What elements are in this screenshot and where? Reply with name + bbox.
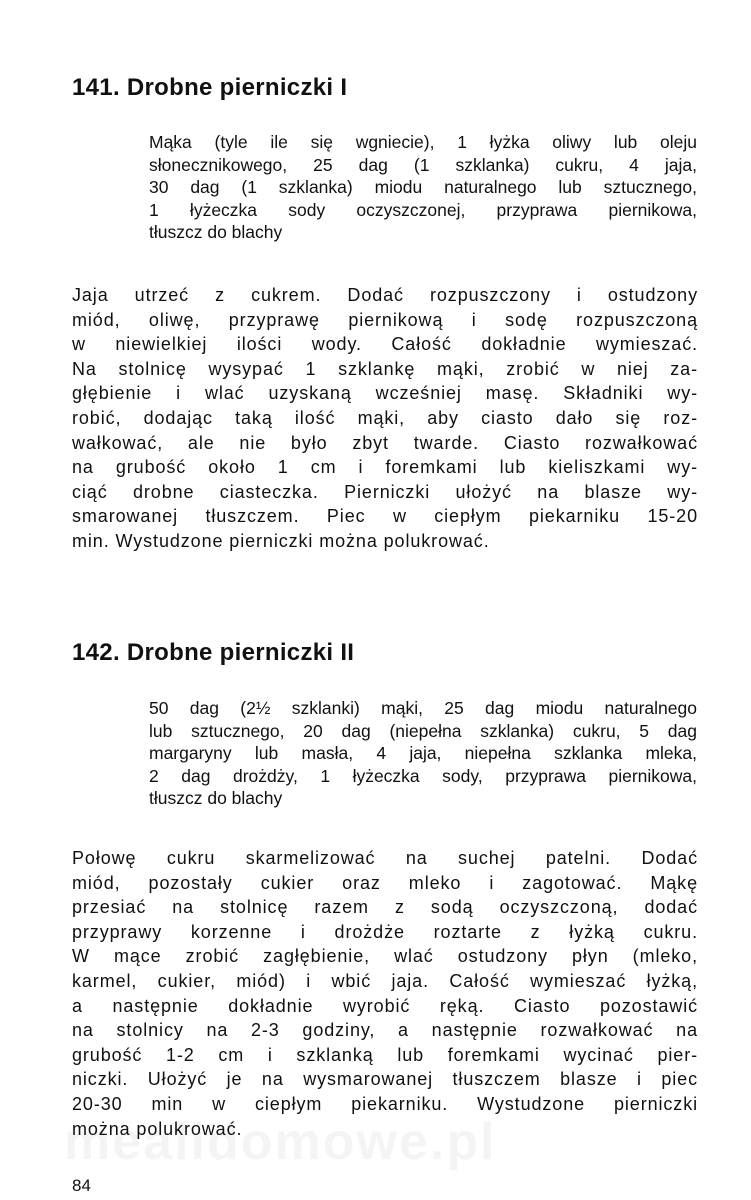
method-line: robić, dodając taką ilość mąki, aby ciasto dało się roz- [72,407,698,428]
recipe-142-method [72,846,698,1141]
ingredients-line: margaryny lub masła, 4 jaja, niepełna szklanka mleka, [149,743,697,763]
method-line: min. Wystudzone pierniczki można polukrować. [72,530,490,551]
method-line: głębienie i wlać uzyskaną wcześniej masę. Składniki wy- [72,383,698,404]
method-line: wałkować, ale nie było zbyt twarde. Ciasto rozwałkować [72,432,698,453]
method-line: na grubość około 1 cm i foremkami lub kieliszkami wy- [72,457,698,478]
ingredients-line: lub sztucznego, 20 dag (niepełna szklanka) cukru, 5 dag [149,720,697,741]
method-line: przesiać na stolnicę razem z sodą oczyszczoną, dodać [72,897,698,918]
method-line: na stolnicy na 2-3 godziny, a następnie rozwałkować na [72,1020,698,1041]
ingredients-line: 50 dag (2½ szklanki) mąki, 25 dag miodu naturalnego [149,698,697,718]
ingredients-line: słonecznikowego, 25 dag (1 szklanka) cukru, 4 jaja, [149,154,697,175]
ingredients-line: tłuszcz do blachy [149,222,283,242]
method-line: Na stolnicę wysypać 1 szklankę mąki, zrobić w niej za- [72,358,698,379]
method-line: smarowanej tłuszczem. Piec w ciepłym piekarniku 15-20 [72,506,698,527]
recipe-142-ingredients [149,697,697,810]
method-line: a następnie dokładnie wyrobić ręką. Ciasto pozostawić [72,995,698,1016]
method-line: grubość 1-2 cm i szklanką lub foremkami wycinać pier- [72,1044,698,1065]
page-number: 84 [72,1176,91,1195]
method-line: w niewielkiej ilości wody. Całość dokładnie wymieszać. [72,334,698,355]
method-line: miód, pozostały cukier oraz mleko i zagotować. Mąkę [72,872,698,893]
method-line: W mące zrobić zagłębienie, wlać ostudzony płyn (mleko, [72,946,698,967]
ingredients-line: 30 dag (1 szklanka) miodu naturalnego lub sztucznego, [149,177,697,197]
method-line: ciąć drobne ciasteczka. Pierniczki ułożyć na blasze wy- [72,481,698,502]
recipe-141-ingredients [149,131,697,244]
method-line: Jaja utrzeć z cukrem. Dodać rozpuszczony i ostudzony [72,285,698,305]
method-line: przyprawy korzenne i drożdże roztarte z łyżką cukru. [72,921,698,942]
recipe-141-title: 141. Drobne pierniczki I [72,74,348,101]
recipe-142-title: 142. Drobne pierniczki II [72,639,355,666]
method-line: Połowę cukru skarmelizować na suchej patelni. Dodać [72,848,698,868]
method-line: niczki. Ułożyć je na wysmarowanej tłuszczem blasze i piec [72,1069,698,1090]
ingredients-line: Mąka (tyle ile się wgniecie), 1 łyżka oliwy lub oleju [149,132,697,152]
ingredients-line: 2 dag drożdży, 1 łyżeczka sody, przyprawa piernikowa, [149,765,697,786]
method-line: miód, oliwę, przyprawę piernikową i sodę rozpuszczoną [72,309,698,330]
ingredients-line: 1 łyżeczka sody oczyszczonej, przyprawa piernikowa, [149,199,697,220]
method-line: karmel, cukier, miód) i wbić jaja. Całość wymieszać łyżką, [72,970,698,991]
recipe-141-method [72,283,698,554]
ingredients-line: tłuszcz do blachy [149,788,283,808]
method-line: można polukrować. [72,1118,243,1139]
method-line: 20-30 min w ciepłym piekarniku. Wystudzone pierniczki [72,1093,698,1114]
